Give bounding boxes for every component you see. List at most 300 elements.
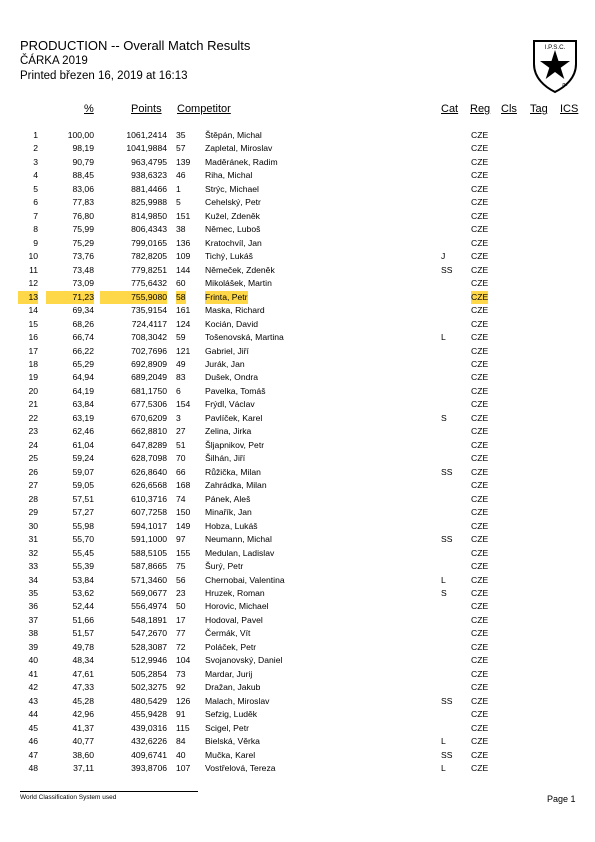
cell-cat: S bbox=[441, 587, 447, 598]
cell-points: 439,0316 bbox=[131, 722, 167, 733]
table-row bbox=[0, 506, 595, 520]
cell-name: Neumann, Michal bbox=[205, 534, 272, 545]
cell-name: Jurák, Jan bbox=[205, 358, 245, 369]
cell-rank: 6 bbox=[33, 197, 38, 208]
table-row bbox=[0, 547, 595, 561]
cell-points: 480,5429 bbox=[131, 695, 167, 706]
cell-rank: 20 bbox=[28, 385, 38, 396]
cell-reg: CZE bbox=[471, 493, 489, 504]
cell-num: 17 bbox=[176, 614, 186, 625]
cell-rank: 4 bbox=[33, 170, 38, 181]
cell-name: Sefzig, Luděk bbox=[205, 709, 258, 720]
cell-num: 107 bbox=[176, 763, 191, 774]
cell-reg: CZE bbox=[471, 722, 489, 733]
table-row bbox=[0, 695, 595, 709]
cell-pct: 65,29 bbox=[72, 358, 94, 369]
cell-reg: CZE bbox=[471, 466, 489, 477]
cell-num: 38 bbox=[176, 224, 186, 235]
cell-name: Zahrádka, Milan bbox=[205, 480, 267, 491]
cell-points: 689,2049 bbox=[131, 372, 167, 383]
cell-pct: 64,19 bbox=[72, 385, 94, 396]
cell-points: 594,1017 bbox=[131, 520, 167, 531]
table-row bbox=[0, 600, 595, 614]
table-row bbox=[0, 654, 595, 668]
cell-name: Tošenovská, Martina bbox=[205, 332, 284, 343]
cell-points: 881,4466 bbox=[131, 183, 167, 194]
col-cat: Cat bbox=[441, 103, 459, 115]
cell-rank: 11 bbox=[29, 264, 38, 275]
cell-pct: 59,05 bbox=[72, 480, 94, 491]
cell-name: Růžička, Milan bbox=[205, 466, 261, 477]
cell-name: Šurý, Petr bbox=[205, 561, 244, 572]
cell-num: 75 bbox=[176, 561, 186, 572]
cell-num: 121 bbox=[176, 345, 191, 356]
cell-points: 607,7258 bbox=[131, 507, 167, 518]
table-row bbox=[0, 735, 595, 749]
cell-name: Mučka, Karel bbox=[205, 749, 256, 760]
cell-rank: 38 bbox=[28, 628, 38, 639]
cell-pct: 98,19 bbox=[72, 143, 94, 154]
cell-reg: CZE bbox=[471, 561, 489, 572]
cell-reg: CZE bbox=[471, 736, 489, 747]
cell-rank: 14 bbox=[28, 305, 38, 316]
cell-pct: 40,77 bbox=[72, 736, 94, 747]
cell-pct: 49,78 bbox=[72, 641, 94, 652]
cell-pct: 55,39 bbox=[72, 561, 94, 572]
cell-points: 393,8706 bbox=[131, 763, 167, 774]
cell-num: 126 bbox=[176, 695, 191, 706]
cell-num: 66 bbox=[176, 466, 186, 477]
cell-cat: L bbox=[441, 574, 446, 585]
cell-pct: 73,76 bbox=[72, 251, 94, 262]
report-title: PRODUCTION -- Overall Match Results bbox=[20, 38, 251, 53]
cell-points: 647,8289 bbox=[131, 439, 167, 450]
cell-num: 35 bbox=[176, 130, 186, 140]
table-row bbox=[0, 681, 595, 695]
cell-reg: CZE bbox=[471, 655, 489, 666]
table-row bbox=[0, 129, 595, 143]
cell-points: 587,8665 bbox=[131, 561, 167, 572]
cell-reg: CZE bbox=[471, 197, 489, 208]
cell-num: 92 bbox=[176, 682, 186, 693]
table-row bbox=[0, 533, 595, 547]
cell-rank: 40 bbox=[28, 655, 38, 666]
cell-pct: 75,99 bbox=[72, 224, 94, 235]
table-row bbox=[0, 264, 595, 278]
cell-cat: SS bbox=[441, 695, 453, 706]
table-row bbox=[0, 210, 595, 224]
cell-reg: CZE bbox=[471, 372, 489, 383]
cell-rank: 7 bbox=[33, 210, 38, 221]
table-row bbox=[0, 479, 595, 493]
cell-name: Maděránek, Radim bbox=[205, 156, 278, 167]
cell-num: 144 bbox=[176, 264, 191, 275]
cell-pct: 63,19 bbox=[72, 412, 94, 423]
cell-num: 155 bbox=[176, 547, 191, 558]
column-headers bbox=[0, 103, 595, 117]
table-row bbox=[0, 156, 595, 170]
match-name: ČÁRKA 2019 bbox=[20, 55, 88, 67]
cell-pct: 42,96 bbox=[72, 709, 94, 720]
cell-name: Hruzek, Roman bbox=[205, 587, 265, 598]
cell-num: 23 bbox=[176, 587, 186, 598]
table-row bbox=[0, 250, 595, 264]
col-ics: ICS bbox=[560, 103, 579, 115]
cell-name: Pánek, Aleš bbox=[205, 493, 251, 504]
cell-name: Pavelka, Tomáš bbox=[205, 385, 266, 396]
table-row bbox=[0, 708, 595, 722]
cell-rank: 33 bbox=[28, 561, 38, 572]
cell-rank: 36 bbox=[28, 601, 38, 612]
cell-rank: 35 bbox=[28, 587, 38, 598]
cell-points: 1061,2414 bbox=[126, 130, 167, 140]
cell-points: 681,1750 bbox=[131, 385, 167, 396]
cell-points: 782,8205 bbox=[131, 251, 167, 262]
cell-name: Kratochvíl, Jan bbox=[205, 237, 262, 248]
cell-pct: 59,24 bbox=[72, 453, 94, 464]
cell-num: 1 bbox=[176, 183, 181, 194]
cell-rank: 9 bbox=[33, 237, 38, 248]
cell-rank: 8 bbox=[33, 224, 38, 235]
cell-points: 677,5306 bbox=[131, 399, 167, 410]
col-reg: Reg bbox=[470, 103, 491, 115]
cell-points: 591,1000 bbox=[131, 534, 167, 545]
cell-reg: CZE bbox=[471, 507, 489, 518]
cell-reg: CZE bbox=[471, 453, 489, 464]
table-row bbox=[0, 668, 595, 682]
cell-cat: SS bbox=[441, 534, 453, 545]
cell-pct: 76,80 bbox=[72, 210, 94, 221]
cell-reg: CZE bbox=[471, 682, 489, 693]
cell-rank: 17 bbox=[28, 345, 38, 356]
cell-reg: CZE bbox=[471, 628, 489, 639]
cell-points: 755,9080 bbox=[100, 291, 167, 305]
cell-pct: 55,98 bbox=[72, 520, 94, 531]
cell-points: 455,9428 bbox=[131, 709, 167, 720]
cell-points: 571,3460 bbox=[131, 574, 167, 585]
cell-pct: 77,83 bbox=[72, 197, 94, 208]
cell-pct: 52,44 bbox=[72, 601, 94, 612]
cell-rank: 12 bbox=[28, 278, 38, 289]
cell-num: 58 bbox=[176, 291, 186, 305]
cell-reg: CZE bbox=[471, 695, 489, 706]
table-row bbox=[0, 641, 595, 655]
cell-name: Šilhán, Jiří bbox=[205, 453, 246, 464]
printed-date: Printed březen 16, 2019 at 16:13 bbox=[20, 70, 188, 82]
cell-name: Němeček, Zdeněk bbox=[205, 264, 275, 275]
cell-rank: 28 bbox=[28, 493, 38, 504]
cell-num: 91 bbox=[176, 709, 186, 720]
cell-pct: 68,26 bbox=[72, 318, 94, 329]
cell-name: Dražan, Jakub bbox=[205, 682, 261, 693]
table-row bbox=[0, 452, 595, 466]
cell-rank: 43 bbox=[28, 695, 38, 706]
cell-name: Frinta, Petr bbox=[205, 291, 248, 305]
cell-num: 115 bbox=[176, 722, 190, 733]
cell-num: 57 bbox=[176, 143, 186, 154]
cell-name: Chernobai, Valentina bbox=[205, 574, 285, 585]
table-row bbox=[0, 574, 595, 588]
cell-pct: 59,07 bbox=[72, 466, 94, 477]
cell-num: 151 bbox=[176, 210, 191, 221]
cell-name: Scigel, Petr bbox=[205, 722, 249, 733]
cell-cat: J bbox=[441, 251, 446, 262]
cell-pct: 64,94 bbox=[72, 372, 94, 383]
cell-rank: 42 bbox=[28, 682, 38, 693]
cell-points: 528,3087 bbox=[131, 641, 167, 652]
table-row bbox=[0, 345, 595, 359]
table-row bbox=[0, 722, 595, 736]
cell-name: Štěpán, Michal bbox=[205, 130, 262, 140]
cell-pct: 73,09 bbox=[72, 278, 94, 289]
cell-name: Kocián, David bbox=[205, 318, 259, 329]
cell-name: Kužel, Zdeněk bbox=[205, 210, 260, 221]
cell-name: Frýdl, Václav bbox=[205, 399, 255, 410]
cell-reg: CZE bbox=[471, 412, 489, 423]
cell-num: 50 bbox=[176, 601, 186, 612]
cell-reg: CZE bbox=[471, 709, 489, 720]
table-row bbox=[0, 196, 595, 210]
cell-reg: CZE bbox=[471, 130, 489, 140]
cell-points: 547,2670 bbox=[131, 628, 167, 639]
cell-rank: 31 bbox=[28, 534, 38, 545]
cell-points: 626,6568 bbox=[131, 480, 167, 491]
table-row bbox=[0, 277, 595, 291]
cell-num: 109 bbox=[176, 251, 191, 262]
cell-pct: 41,37 bbox=[72, 722, 94, 733]
cell-pct: 51,57 bbox=[72, 628, 94, 639]
cell-name: Minařík, Jan bbox=[205, 507, 252, 518]
table-row bbox=[0, 560, 595, 574]
cell-reg: CZE bbox=[471, 426, 489, 437]
cell-points: 512,9946 bbox=[131, 655, 167, 666]
cell-num: 139 bbox=[176, 156, 191, 167]
cell-name: Hobza, Lukáš bbox=[205, 520, 258, 531]
cell-points: 938,6323 bbox=[131, 170, 167, 181]
cell-points: 825,9988 bbox=[131, 197, 167, 208]
cell-pct: 55,70 bbox=[72, 534, 94, 545]
cell-reg: CZE bbox=[471, 210, 489, 221]
cell-rank: 41 bbox=[28, 668, 38, 679]
cell-points: 569,0677 bbox=[131, 587, 167, 598]
cell-rank: 10 bbox=[28, 251, 38, 262]
table-row bbox=[0, 318, 595, 332]
table-row bbox=[0, 614, 595, 628]
cell-pct: 37,11 bbox=[73, 763, 94, 774]
table-row bbox=[0, 331, 595, 345]
cell-pct: 53,62 bbox=[72, 587, 94, 598]
cell-points: 724,4117 bbox=[131, 318, 167, 329]
cell-name: Mikolášek, Martin bbox=[205, 278, 272, 289]
cell-points: 505,2854 bbox=[131, 668, 167, 679]
cell-pct: 55,45 bbox=[72, 547, 94, 558]
cell-cat: SS bbox=[441, 466, 453, 477]
cell-points: 814,9850 bbox=[131, 210, 167, 221]
cell-name: Medulan, Ladislav bbox=[205, 547, 275, 558]
col-competitor: Competitor bbox=[177, 103, 231, 115]
cell-rank: 15 bbox=[28, 318, 38, 329]
cell-num: 124 bbox=[176, 318, 191, 329]
cell-name: Svojanovský, Daniel bbox=[205, 655, 283, 666]
table-row bbox=[0, 439, 595, 453]
cell-reg: CZE bbox=[471, 156, 489, 167]
cell-reg: CZE bbox=[471, 601, 489, 612]
cell-num: 59 bbox=[176, 332, 186, 343]
table-row bbox=[0, 291, 595, 305]
cell-num: 60 bbox=[176, 278, 186, 289]
cell-reg: CZE bbox=[471, 358, 489, 369]
cell-name: Cehelský, Petr bbox=[205, 197, 261, 208]
cell-points: 628,7098 bbox=[131, 453, 167, 464]
cell-points: 556,4974 bbox=[131, 601, 167, 612]
cell-reg: CZE bbox=[471, 332, 489, 343]
cell-name: Poláček, Petr bbox=[205, 641, 257, 652]
col-points: Points bbox=[131, 103, 162, 115]
cell-rank: 3 bbox=[33, 156, 38, 167]
cell-pct: 53,84 bbox=[72, 574, 94, 585]
cell-pct: 48,34 bbox=[72, 655, 94, 666]
cell-num: 84 bbox=[176, 736, 186, 747]
cell-rank: 32 bbox=[28, 547, 38, 558]
cell-points: 502,3275 bbox=[131, 682, 167, 693]
cell-name: Mardar, Jurij bbox=[205, 668, 253, 679]
cell-rank: 24 bbox=[28, 439, 38, 450]
cell-reg: CZE bbox=[471, 668, 489, 679]
cell-points: 626,8640 bbox=[131, 466, 167, 477]
cell-points: 799,0165 bbox=[131, 237, 167, 248]
cell-pct: 61,04 bbox=[72, 439, 94, 450]
cell-pct: 38,60 bbox=[72, 749, 94, 760]
footer-note: World Classification System used bbox=[20, 794, 117, 801]
cell-cat: S bbox=[441, 412, 447, 423]
cell-reg: CZE bbox=[471, 439, 489, 450]
page-number: Page 1 bbox=[547, 794, 576, 804]
cell-num: 74 bbox=[176, 493, 186, 504]
cell-num: 49 bbox=[176, 358, 186, 369]
cell-reg: CZE bbox=[471, 547, 489, 558]
table-row bbox=[0, 493, 595, 507]
cell-num: 6 bbox=[176, 385, 181, 396]
table-row bbox=[0, 304, 595, 318]
footer-divider bbox=[20, 791, 198, 792]
cell-rank: 45 bbox=[28, 722, 38, 733]
cell-pct: 73,48 bbox=[72, 264, 94, 275]
cell-points: 1041,9884 bbox=[126, 143, 167, 154]
cell-pct: 47,33 bbox=[72, 682, 94, 693]
col-tag: Tag bbox=[530, 103, 548, 115]
cell-name: Dušek, Ondra bbox=[205, 372, 259, 383]
cell-num: 97 bbox=[176, 534, 186, 545]
cell-points: 610,3716 bbox=[131, 493, 167, 504]
cell-num: 136 bbox=[176, 237, 191, 248]
cell-rank: 16 bbox=[28, 332, 38, 343]
cell-points: 409,6741 bbox=[131, 749, 167, 760]
table-row bbox=[0, 587, 595, 601]
cell-reg: CZE bbox=[471, 264, 489, 275]
cell-points: 702,7696 bbox=[131, 345, 167, 356]
cell-num: 161 bbox=[176, 305, 191, 316]
cell-reg: CZE bbox=[471, 534, 489, 545]
cell-points: 588,5105 bbox=[131, 547, 167, 558]
cell-points: 735,9154 bbox=[131, 305, 167, 316]
cell-reg: CZE bbox=[471, 641, 489, 652]
cell-reg: CZE bbox=[471, 224, 489, 235]
cell-name: Pavlíček, Karel bbox=[205, 412, 263, 423]
table-row bbox=[0, 412, 595, 426]
cell-num: 56 bbox=[176, 574, 186, 585]
cell-rank: 13 bbox=[18, 291, 38, 305]
cell-name: Vostřelová, Tereza bbox=[205, 763, 276, 774]
cell-name: Riha, Michal bbox=[205, 170, 253, 181]
cell-points: 806,4343 bbox=[131, 224, 167, 235]
cell-name: Strýc, Michael bbox=[205, 183, 259, 194]
cell-reg: CZE bbox=[471, 399, 489, 410]
cell-reg: CZE bbox=[471, 614, 489, 625]
table-row bbox=[0, 169, 595, 183]
cell-pct: 75,29 bbox=[72, 237, 94, 248]
cell-rank: 34 bbox=[28, 574, 38, 585]
cell-rank: 22 bbox=[28, 412, 38, 423]
cell-reg: CZE bbox=[471, 520, 489, 531]
cell-pct: 63,84 bbox=[72, 399, 94, 410]
cell-rank: 5 bbox=[33, 183, 38, 194]
cell-pct: 100,00 bbox=[67, 130, 94, 140]
cell-cat: SS bbox=[441, 749, 453, 760]
cell-name: Čermák, Vít bbox=[205, 628, 251, 639]
col-cls: Cls bbox=[501, 103, 517, 115]
cell-points: 432,6226 bbox=[131, 736, 167, 747]
table-row bbox=[0, 749, 595, 763]
cell-reg: CZE bbox=[471, 278, 489, 289]
cell-name: Bielská, Věrka bbox=[205, 736, 260, 747]
cell-name: Tichý, Lukáš bbox=[205, 251, 253, 262]
table-row bbox=[0, 223, 595, 237]
cell-cat: L bbox=[441, 332, 446, 343]
cell-reg: CZE bbox=[471, 385, 489, 396]
cell-name: Horovic, Michael bbox=[205, 601, 269, 612]
cell-num: 40 bbox=[176, 749, 186, 760]
cell-points: 662,8810 bbox=[131, 426, 167, 437]
cell-rank: 18 bbox=[28, 358, 38, 369]
cell-num: 73 bbox=[176, 668, 186, 679]
cell-reg: CZE bbox=[471, 291, 488, 305]
cell-num: 149 bbox=[176, 520, 191, 531]
cell-reg: CZE bbox=[471, 345, 489, 356]
cell-pct: 90,79 bbox=[72, 156, 94, 167]
cell-reg: CZE bbox=[471, 170, 489, 181]
cell-pct: 62,46 bbox=[72, 426, 94, 437]
cell-cat: SS bbox=[441, 264, 453, 275]
cell-num: 154 bbox=[176, 399, 191, 410]
cell-name: Hodoval, Pavel bbox=[205, 614, 263, 625]
cell-num: 168 bbox=[176, 480, 191, 491]
table-row bbox=[0, 520, 595, 534]
cell-pct: 69,34 bbox=[72, 305, 94, 316]
cell-rank: 39 bbox=[28, 641, 38, 652]
cell-points: 670,6209 bbox=[131, 412, 167, 423]
cell-reg: CZE bbox=[471, 183, 489, 194]
cell-reg: CZE bbox=[471, 763, 489, 774]
cell-rank: 48 bbox=[28, 763, 38, 774]
table-row bbox=[0, 237, 595, 251]
cell-points: 548,1891 bbox=[131, 614, 167, 625]
ipsc-logo bbox=[531, 38, 579, 94]
cell-reg: CZE bbox=[471, 143, 489, 154]
cell-pct: 71,23 bbox=[46, 291, 94, 305]
col-pct: % bbox=[84, 103, 94, 115]
cell-num: 3 bbox=[176, 412, 181, 423]
cell-rank: 25 bbox=[28, 453, 38, 464]
